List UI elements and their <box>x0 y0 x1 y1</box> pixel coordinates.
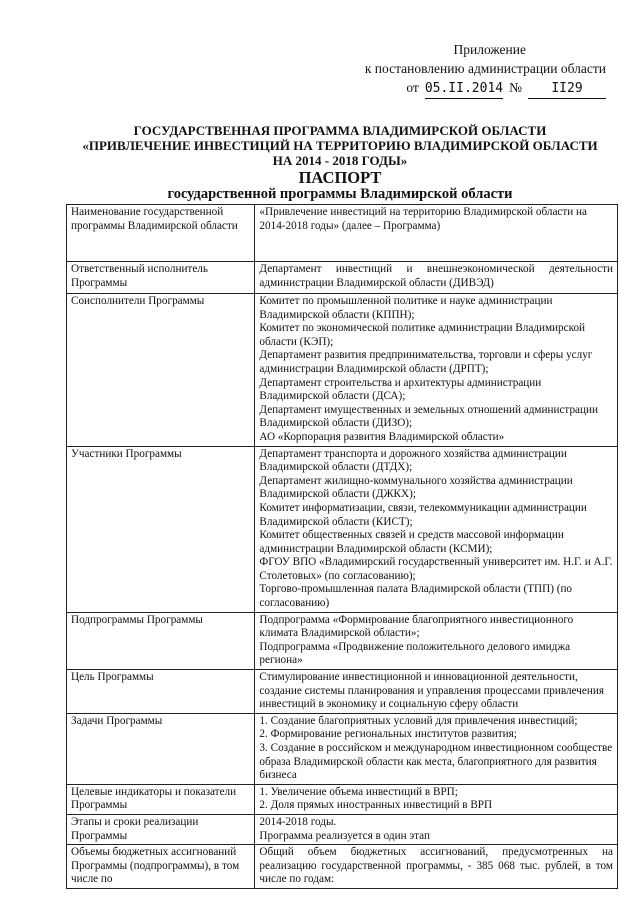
list-item: Департамент жилищно-коммунального хозяйства администрации Владимирской области (ДЖКХ); <box>259 474 573 501</box>
row-label: Соисполнители Программы <box>67 294 255 447</box>
list-item: 2014-2018 годы. <box>259 815 337 828</box>
row-value <box>255 612 618 669</box>
list-item: Программа реализуется в один этап <box>259 829 430 842</box>
row-label: Целевые индикаторы и показатели Программы <box>67 784 255 814</box>
order-date: 05.II.2014 <box>425 79 503 99</box>
passport-title: ПАСПОРТ <box>298 168 382 187</box>
row-label: Участники Программы <box>67 446 255 612</box>
row-value: Стимулирование инвестиционной и инновационной деятельности, создание системы планирования и управления процессами привлечения инвестиций в экономику и социальную сферу области <box>255 670 618 714</box>
table-row <box>67 446 618 612</box>
row-value <box>255 713 618 784</box>
table-row <box>67 612 618 669</box>
list-item: 3. Создание в российском и международном инвестиционном сообществе образа Владимирской области как места, благоприятного для развития бизнеса <box>259 742 613 782</box>
row-label: Наименование государственной программы Владимирской области <box>67 205 255 262</box>
table-row <box>67 670 618 714</box>
list-item: 1. Создание благоприятных условий для привлечения инвестиций; <box>259 714 578 727</box>
row-label: Подпрограммы Программы <box>67 612 255 669</box>
table-row <box>67 814 618 844</box>
row-value: «Привлечение инвестиций на территорию Владимирской области на 2014-2018 годы» (далее – Программа) <box>255 205 618 262</box>
heading-line-1: ГОСУДАРСТВЕННАЯ ПРОГРАММА ВЛАДИМИРСКОЙ ОБЛАСТИ <box>133 123 547 138</box>
list-item: АО «Корпорация развития Владимирской области» <box>259 430 505 443</box>
appendix-title: Приложение <box>453 42 526 57</box>
passport-subtitle: государственной программы Владимирской области <box>167 186 513 202</box>
list-item: ФГОУ ВПО «Владимирский государственный университет им. Н.Г. и А.Г. Столетовых» (по согласованию); <box>259 556 613 582</box>
row-value <box>255 814 618 844</box>
number-prefix: № <box>509 80 522 95</box>
row-label: Цель Программы <box>67 670 255 714</box>
list-item: Комитет по экономической политике администрации Владимирской области (КЭП); <box>259 322 586 348</box>
list-item: Комитет информатизации, связи, телекоммуникации администрации Владимирской области (КИСТ); <box>259 501 587 528</box>
list-item: 2. Доля прямых иностранных инвестиций в ВРП <box>259 799 493 812</box>
row-label: Этапы и сроки реализации Программы <box>67 814 255 844</box>
date-prefix: от <box>406 80 419 95</box>
order-line <box>316 78 606 99</box>
row-label: Объемы бюджетных ассигнований Программы (подпрограммы), в том числе по <box>67 845 255 889</box>
table-row <box>67 294 618 447</box>
table-row <box>67 205 618 262</box>
passport-table <box>66 204 618 889</box>
list-item: Комитет по промышленной политике и науке администрации Владимирской области (КППН); <box>259 295 553 321</box>
table-row <box>67 845 618 889</box>
order-number: II29 <box>528 79 606 99</box>
program-heading <box>70 123 610 168</box>
list-item: Департамент транспорта и дорожного хозяйства администрации Владимирской области (ДТДХ); <box>259 447 567 474</box>
row-label: Задачи Программы <box>67 713 255 784</box>
row-label: Ответственный исполнитель Программы <box>67 262 255 294</box>
appendix-block <box>316 40 606 99</box>
list-item: Комитет общественных связей и средств массовой информации администрации Владимирской области (КСМИ); <box>259 529 564 555</box>
table-row <box>67 713 618 784</box>
table-row <box>67 262 618 294</box>
list-item: 2. Формирование региональных институтов развития; <box>259 728 517 741</box>
list-item: 1. Увеличение объема инвестиций в ВРП; <box>259 785 458 798</box>
list-item: Торгово-промышленная палата Владимирской области (ТПП) (по согласованию) <box>259 583 573 610</box>
row-value <box>255 446 618 612</box>
list-item: Подпрограмма «Формирование благоприятного инвестиционного климата Владимирской области»; <box>259 613 574 640</box>
list-item: Департамент имущественных и земельных отношений администрации Владимирской области (ДИЗО); <box>259 403 598 430</box>
row-value: Департамент инвестиций и внешнеэкономической деятельности администрации Владимирской области (ДИВЭД) <box>255 262 618 294</box>
row-value <box>255 294 618 447</box>
heading-line-3: НА 2014 - 2018 ГОДЫ» <box>272 153 408 168</box>
table-row <box>67 784 618 814</box>
row-value: Общий объем бюджетных ассигнований, предусмотренных на реализацию государственной программы, - 385 068 тыс. рублей, в том числе по годам: <box>255 845 618 889</box>
list-item: Департамент строительства и архитектуры администрации Владимирской области (ДСА); <box>259 376 542 403</box>
list-item: Подпрограмма «Продвижение положительного делового имиджа региона» <box>259 640 571 667</box>
row-value <box>255 784 618 814</box>
appendix-reference: к постановлению администрации области <box>364 61 606 76</box>
list-item: Департамент развития предпринимательства, торговли и сферы услуг администрации Владимирской области (ДРПТ); <box>259 349 593 375</box>
heading-line-2: «ПРИВЛЕЧЕНИЕ ИНВЕСТИЦИЙ НА ТЕРРИТОРИЮ ВЛАДИМИРСКОЙ ОБЛАСТИ <box>82 138 598 153</box>
